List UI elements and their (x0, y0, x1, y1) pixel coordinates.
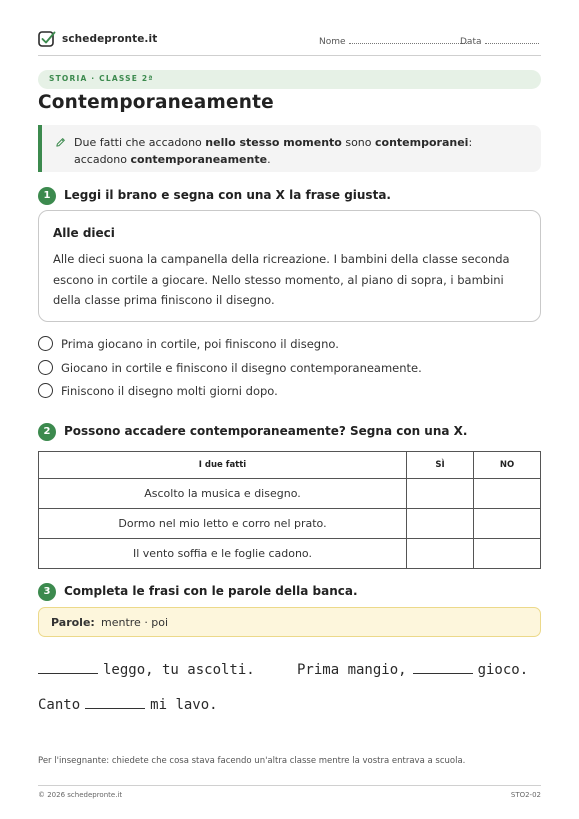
worksheet-page (38, 0, 541, 819)
footer-divider (38, 785, 541, 786)
exercise-1-instruction: Leggi il brano e segna con una X la frase giusta. (64, 188, 391, 202)
sentence-text: leggo, tu ascolti. (103, 662, 255, 678)
sentence-text: Canto (38, 697, 81, 713)
subject-tag (38, 70, 541, 89)
sentence-text: gioco. (477, 662, 529, 678)
exercise-1-number: 1 (38, 187, 56, 205)
yes-cell[interactable] (407, 539, 474, 569)
no-cell[interactable] (474, 539, 541, 569)
name-field[interactable] (319, 35, 467, 47)
exercise-2-instruction: Possono accadere contemporaneamente? Segna con una X. (64, 424, 468, 438)
radio-circle[interactable] (38, 383, 53, 398)
definition-box (38, 125, 541, 172)
brand-name: schedepronte.it (62, 33, 158, 45)
exercise-2-number: 2 (38, 423, 56, 441)
option-label: Giocano in cortile e finiscono il disegno contemporaneamente. (61, 361, 422, 375)
answer-blank[interactable] (413, 672, 473, 674)
page-header (38, 30, 541, 50)
header-divider (38, 55, 541, 56)
subject-label: STORIA · CLASSE 2ª (49, 74, 154, 83)
reading-passage (38, 210, 541, 322)
column-header-yes: SÌ (407, 452, 474, 479)
word-bank-label: Parole: (51, 616, 95, 629)
fill-sentence-2 (297, 662, 528, 678)
definition-text: Due fatti che accadono nello stesso momento sono contemporanei: accadono contemporaneamente. (74, 136, 473, 166)
exercise-3-number: 3 (38, 583, 56, 601)
sentence-text: mi lavo. (150, 697, 218, 713)
answer-blank[interactable] (38, 672, 98, 674)
table-header-row (39, 452, 541, 479)
no-cell[interactable] (474, 479, 541, 509)
fact-cell: Ascolto la musica e disegno. (39, 479, 407, 509)
table-row (39, 479, 541, 509)
teacher-note: Per l'insegnante: chiedete che cosa stava facendo un'altra classe mentre la vostra entrava a scuola. (38, 756, 466, 766)
checkbox-logo-icon (38, 30, 56, 48)
word-bank-words: mentre · poi (101, 616, 169, 629)
word-bank (38, 607, 541, 637)
yes-cell[interactable] (407, 479, 474, 509)
sentence-text: Prima mangio, (297, 662, 407, 678)
option-label: Prima giocano in cortile, poi finiscono il disegno. (61, 337, 339, 351)
reading-text: Alle dieci suona la campanella della ricreazione. I bambini della classe seconda escono in cortile a giocare. Nello stesso momento, al piano di sopra, i bambini della classe prima finiscono il disegno. (53, 252, 510, 307)
name-label: Nome (319, 37, 346, 47)
fill-sentence-1 (38, 662, 255, 678)
page-title: Contemporaneamente (38, 92, 274, 113)
option-label: Finiscono il disegno molti giorni dopo. (61, 384, 278, 398)
column-header-no: NO (474, 452, 541, 479)
radio-circle[interactable] (38, 336, 53, 351)
footer-code: STO2-02 (510, 791, 541, 799)
reading-title: Alle dieci (53, 226, 115, 240)
fact-cell: Dormo nel mio letto e corro nel prato. (39, 509, 407, 539)
yes-no-table (38, 451, 541, 569)
column-header-facts: I due fatti (39, 452, 407, 479)
footer-copyright: © 2026 schedepronte.it (38, 791, 123, 799)
table-row (39, 509, 541, 539)
table-row (39, 539, 541, 569)
answer-blank[interactable] (85, 707, 145, 709)
date-label: Data (460, 37, 482, 47)
pencil-icon (55, 137, 66, 148)
yes-cell[interactable] (407, 509, 474, 539)
fill-sentence-3 (38, 697, 218, 713)
date-field[interactable] (460, 35, 539, 47)
radio-circle[interactable] (38, 360, 53, 375)
fact-cell: Il vento soffia e le foglie cadono. (39, 539, 407, 569)
no-cell[interactable] (474, 509, 541, 539)
exercise-3-instruction: Completa le frasi con le parole della banca. (64, 584, 358, 598)
